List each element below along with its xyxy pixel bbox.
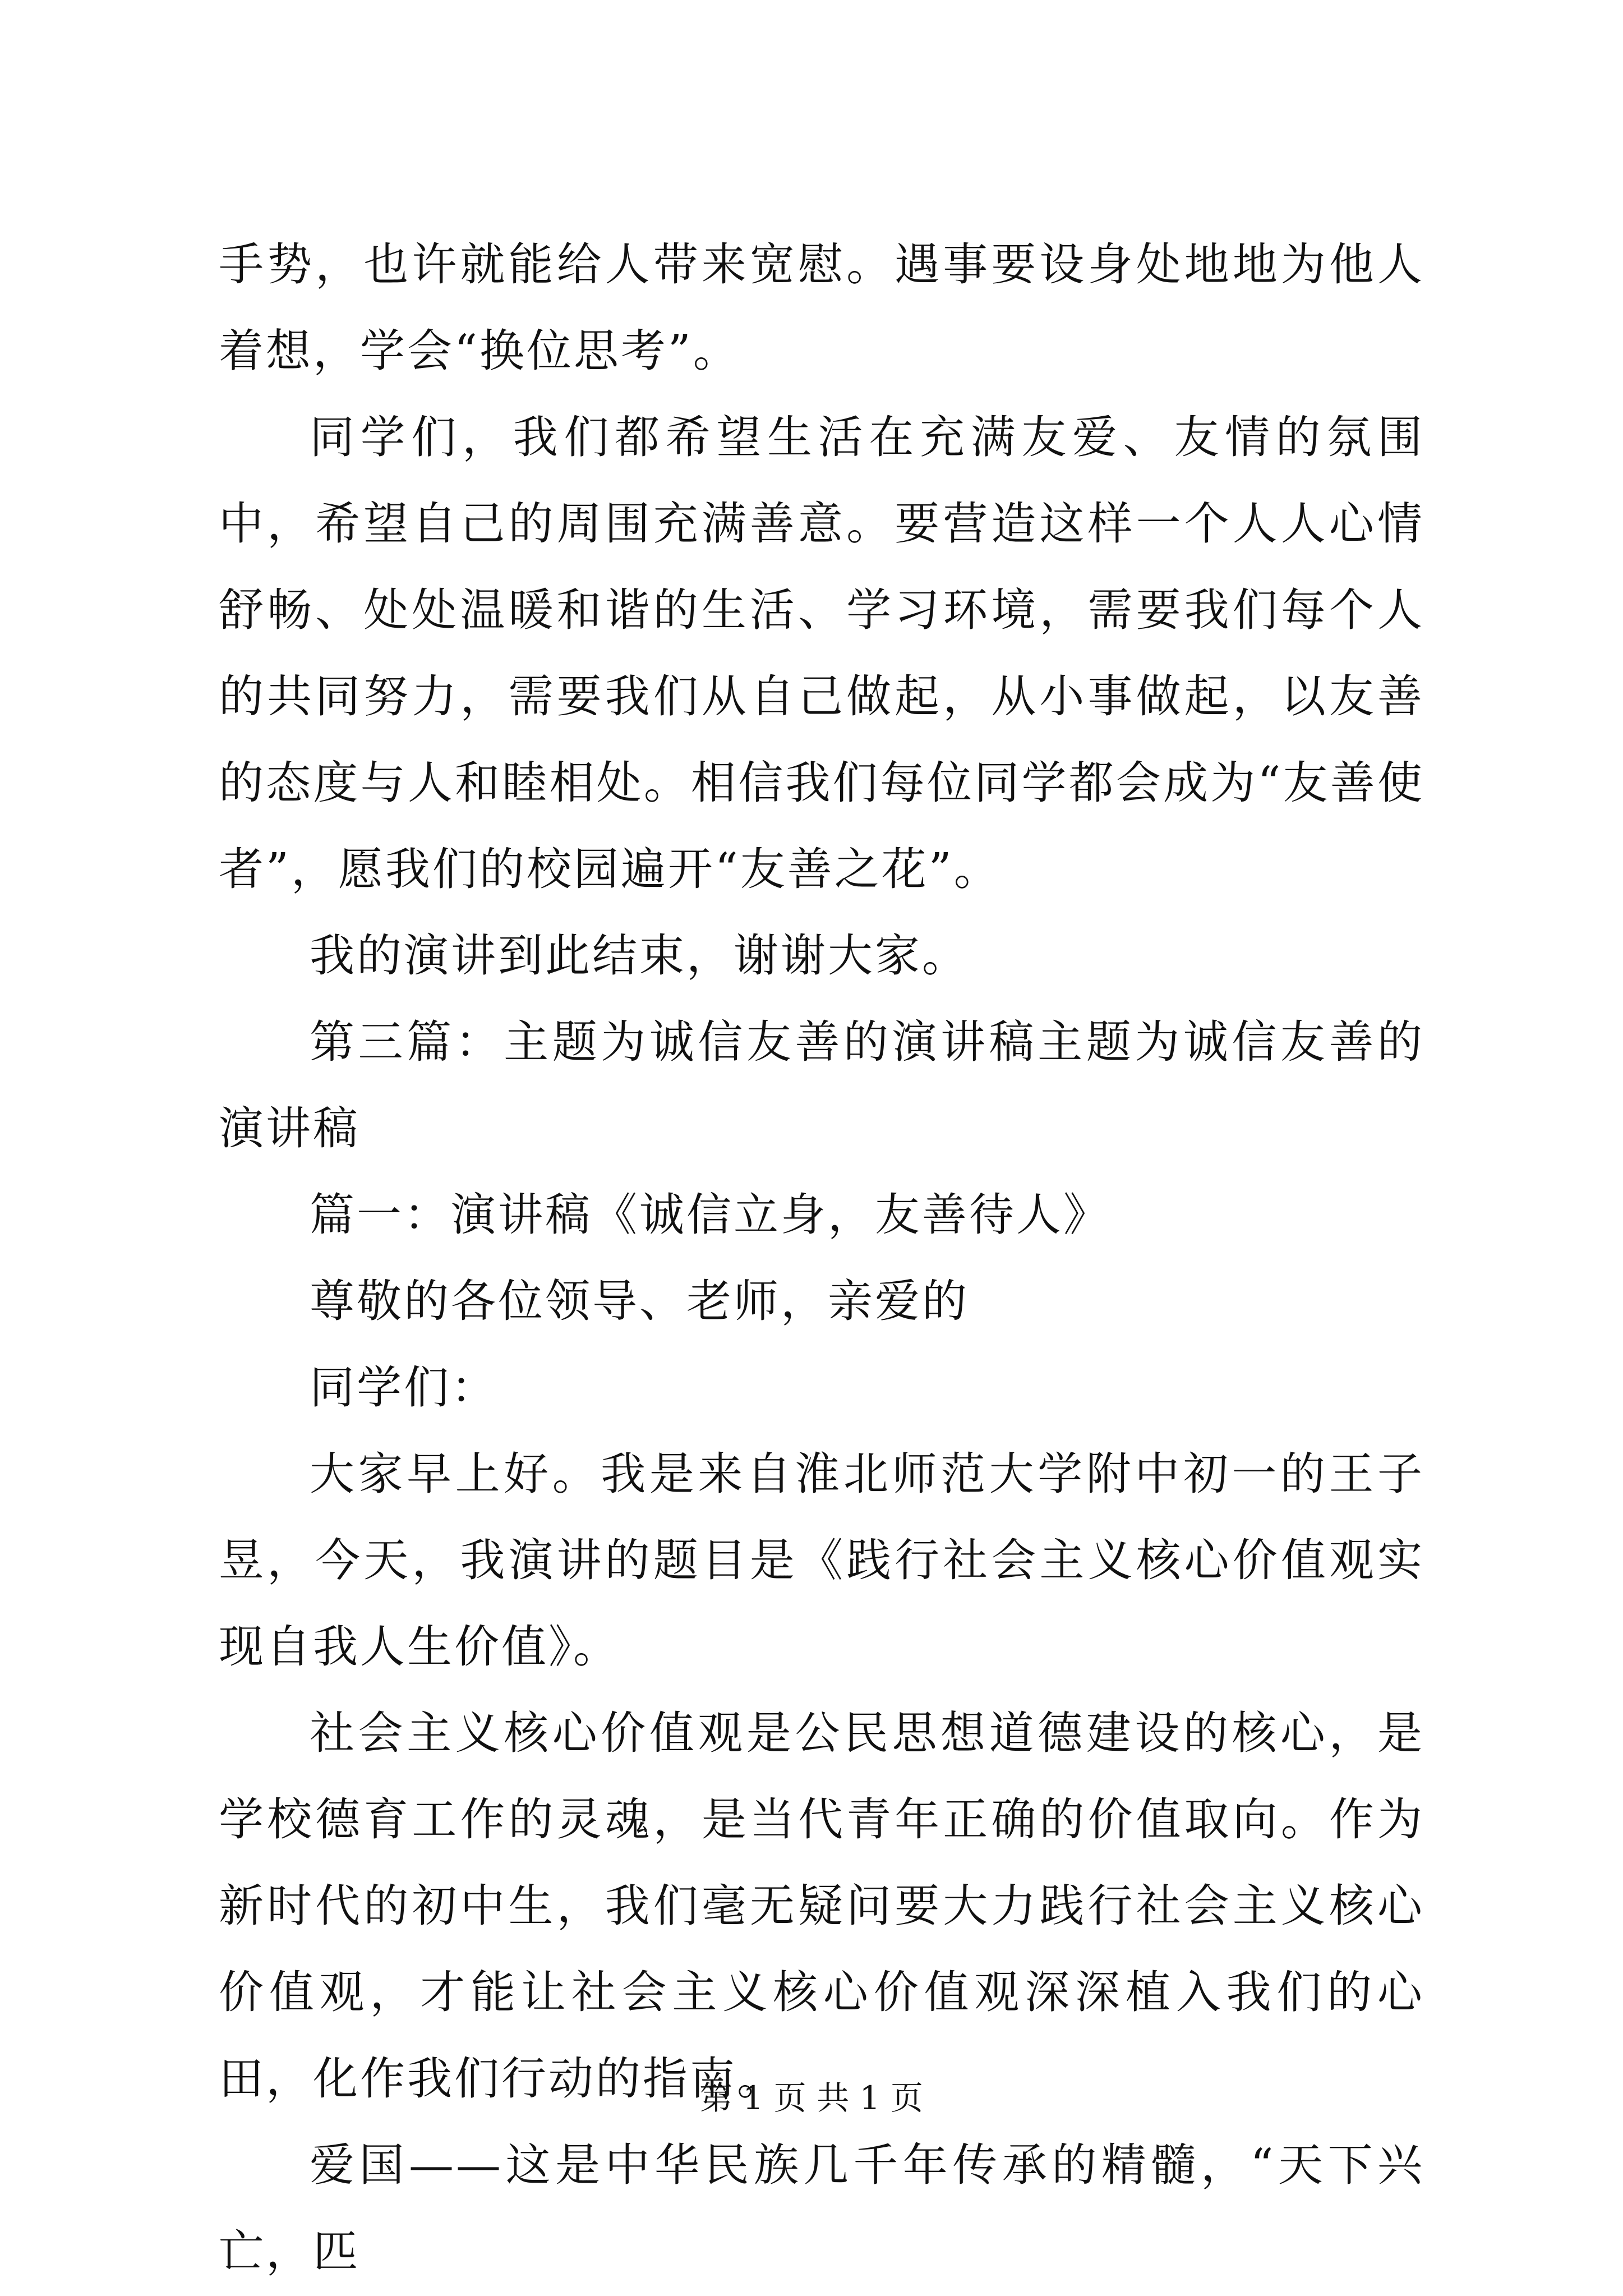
page-footer: 第 1 页 共 1 页 — [700, 2079, 923, 2117]
salutation-line: 同学们： — [310, 1361, 498, 1414]
subsection-heading: 篇一：演讲稿《诚信立身，友善待人》 — [310, 1189, 1110, 1241]
paragraph: 社会主义核心价值观是公民思想道德建设的核心，是学校德育工作的灵魂，是当代青年正确的价值取向。作为新时代的初中生，我们毫无疑问要大力践行社会主义核心价值观，才能让社会主义核心价值观深深植入我们的心田，化作我们行动的指南。 — [219, 1707, 1424, 2105]
document-body — [219, 222, 1424, 2295]
section-heading: 第三篇：主题为诚信友善的演讲稿主题为诚信友善的演讲稿 — [219, 1016, 1424, 1154]
paragraph: 我的演讲到此结束，谢谢大家。 — [310, 930, 969, 982]
salutation-line: 尊敬的各位领导、老师，亲爱的 — [310, 1275, 969, 1327]
paragraph: 大家早上好。我是来自淮北师范大学附中初一的王子昱，今天，我演讲的题目是《践行社会主义核心价值观实现自我人生价值》。 — [219, 1448, 1424, 1673]
paragraph: 同学们，我们都希望生活在充满友爱、友情的氛围中，希望自己的周围充满善意。要营造这样一个人人心情舒畅、处处温暖和谐的生活、学习环境，需要我们每个人的共同努力，需要我们从自己做起，从小事做起，以友善的态度与人和睦相处。相信我们每位同学都会成为“友善使者”，愿我们的校园遍开“友善之花”。 — [219, 411, 1424, 895]
paragraph: 爱国——这是中华民族几千年传承的精髓，“天下兴亡，匹 — [219, 2139, 1424, 2277]
paragraph-continued: 手势，也许就能给人带来宽慰。遇事要设身处地地为他人着想，学会“换位思考”。 — [219, 238, 1424, 377]
